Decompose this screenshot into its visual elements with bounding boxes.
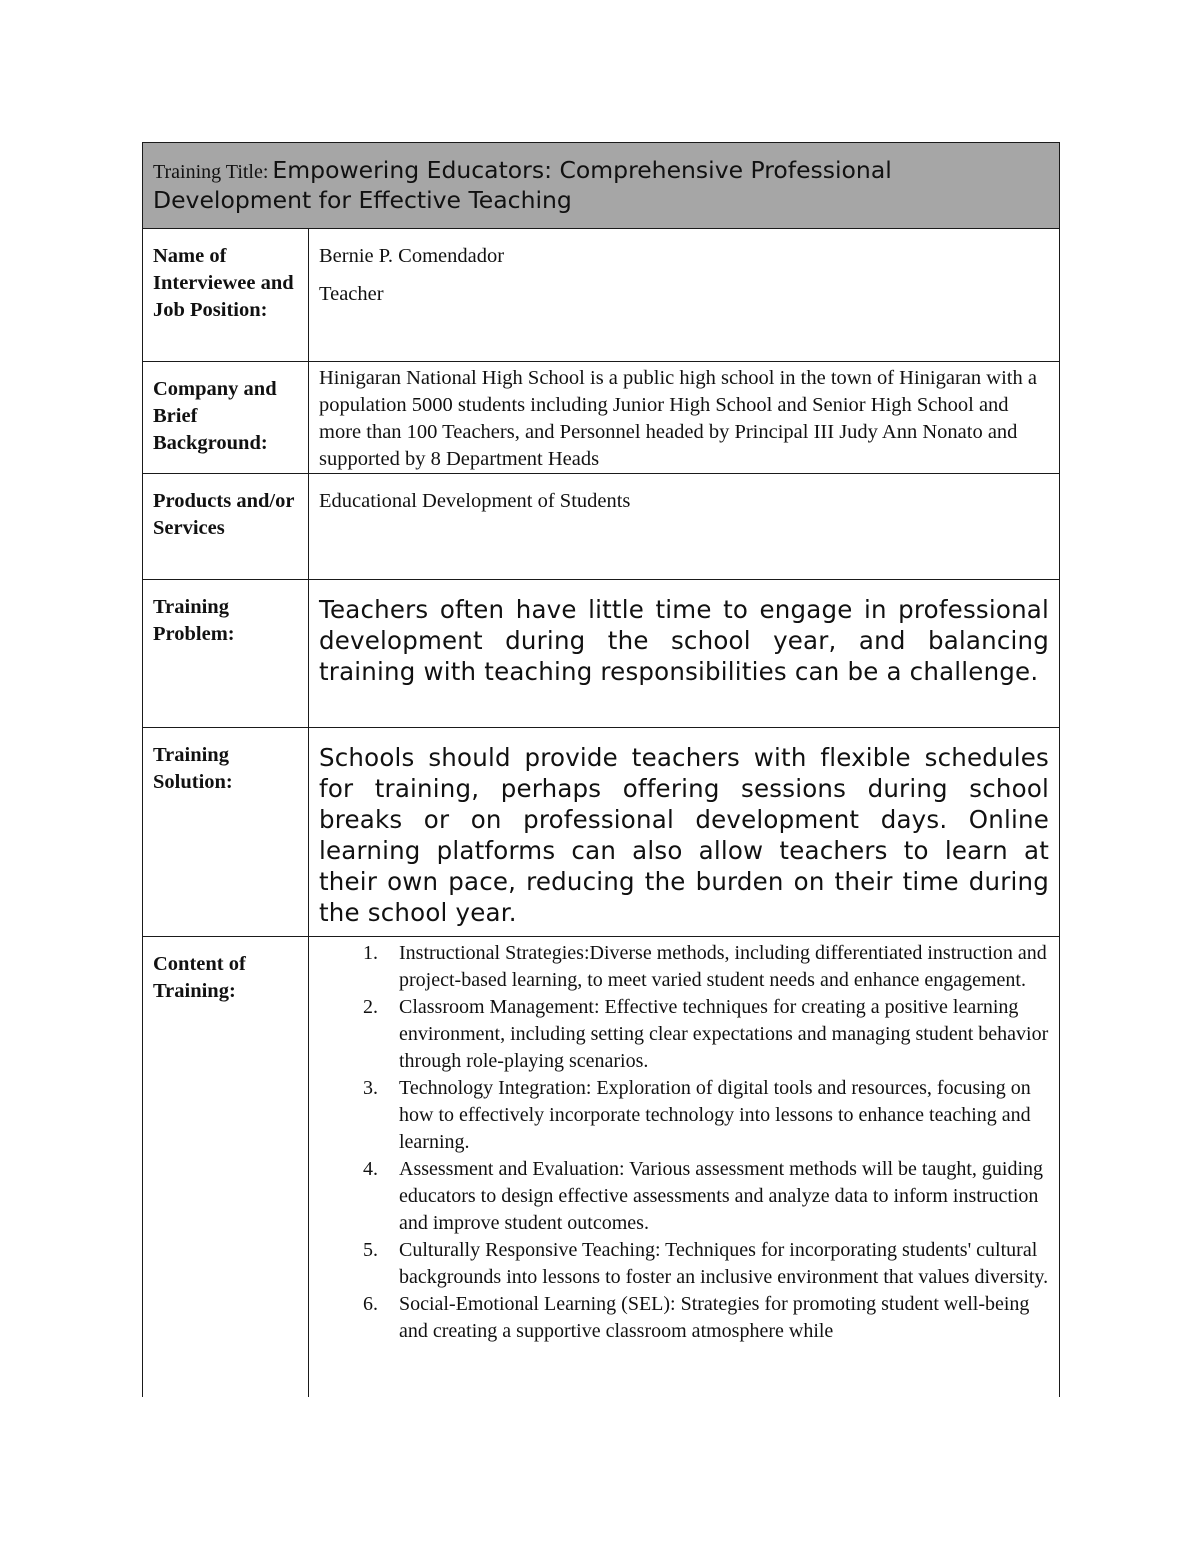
list-item-text: Social-Emotional Learning (SEL): Strategies for promoting student well-being and creating a supportive classroom atmosphere while — [399, 1293, 1030, 1342]
products-value-cell — [309, 474, 1060, 580]
content-label-cell — [143, 937, 309, 1397]
list-item-number: 4. — [363, 1158, 378, 1180]
list-item-number: 3. — [363, 1077, 378, 1099]
training-title-label: Training Title: — [153, 161, 269, 183]
company-value-cell — [309, 362, 1060, 474]
content-row — [143, 937, 1060, 1397]
list-item-number: 2. — [363, 996, 378, 1018]
solution-row — [143, 728, 1060, 937]
interviewee-label: Name of Interviewee and Job Position: — [153, 245, 294, 321]
list-item-number: 6. — [363, 1293, 378, 1315]
list-item-number: 1. — [363, 942, 378, 964]
list-item-text: Instructional Strategies:Diverse methods, including differentiated instruction and project-based learning, to meet varied student needs and enhance engagement. — [399, 942, 1047, 991]
list-item — [319, 1156, 1049, 1237]
list-item — [319, 1291, 1049, 1345]
problem-value-cell — [309, 580, 1060, 728]
interviewee-label-cell — [143, 229, 309, 362]
products-label-cell — [143, 474, 309, 580]
list-item-text: Classroom Management: Effective techniques for creating a positive learning environment, including setting clear expectations and managing student behavior through role-playing scenarios. — [399, 996, 1049, 1072]
list-item-number: 5. — [363, 1239, 378, 1261]
list-item — [319, 994, 1049, 1075]
interviewee-position: Teacher — [319, 283, 384, 305]
problem-row — [143, 580, 1060, 728]
content-value-cell — [309, 937, 1060, 1397]
solution-value-cell — [309, 728, 1060, 937]
solution-text: Schools should provide teachers with flexible schedules for training, perhaps offering sessions during school breaks or on professional development days. Online learning platforms can also allow teachers to learn at their own pace, reducing the burden on their time during the school year. — [319, 743, 1050, 927]
training-form-table — [142, 142, 1060, 1397]
content-list — [319, 940, 1049, 1345]
list-item-text: Technology Integration: Exploration of digital tools and resources, focusing on how to effectively incorporate technology into lessons to enhance teaching and learning. — [399, 1077, 1031, 1153]
list-item — [319, 1237, 1049, 1291]
list-item-text: Assessment and Evaluation: Various assessment methods will be taught, guiding educators to design effective assessments and analyze data to inform instruction and improve student outcomes. — [399, 1158, 1044, 1234]
training-title-text: Empowering Educators: Comprehensive Professional Development for Effective Teaching — [153, 156, 892, 214]
list-item — [319, 940, 1049, 994]
problem-label-cell — [143, 580, 309, 728]
company-label-cell — [143, 362, 309, 474]
company-label: Company and Brief Background: — [153, 378, 277, 454]
products-text: Educational Development of Students — [319, 490, 631, 512]
interviewee-row — [143, 229, 1060, 362]
interviewee-value-cell — [309, 229, 1060, 362]
content-label: Content of Training: — [153, 953, 246, 1002]
solution-label-cell — [143, 728, 309, 937]
interviewee-name: Bernie P. Comendador — [319, 245, 505, 267]
list-item — [319, 1075, 1049, 1156]
problem-label: Training Problem: — [153, 596, 235, 645]
title-row — [143, 143, 1060, 229]
company-background-text: Hinigaran National High School is a public high school in the town of Hinigaran with a population 5000 students including Junior High School and Senior High School and more than 100 Teachers, and Personnel headed by Principal III Judy Ann Nonato and supported by 8 Department Heads — [319, 367, 1037, 470]
title-cell — [143, 143, 1060, 229]
list-item-text: Culturally Responsive Teaching: Techniques for incorporating students' cultural backgrounds into lessons to foster an inclusive environment that values diversity. — [399, 1239, 1049, 1288]
problem-text: Teachers often have little time to engage in professional development during the school year, and balancing training with teaching responsibilities can be a challenge. — [319, 595, 1050, 686]
products-label: Products and/or Services — [153, 490, 295, 539]
company-row — [143, 362, 1060, 474]
products-row — [143, 474, 1060, 580]
solution-label: Training Solution: — [153, 744, 233, 793]
